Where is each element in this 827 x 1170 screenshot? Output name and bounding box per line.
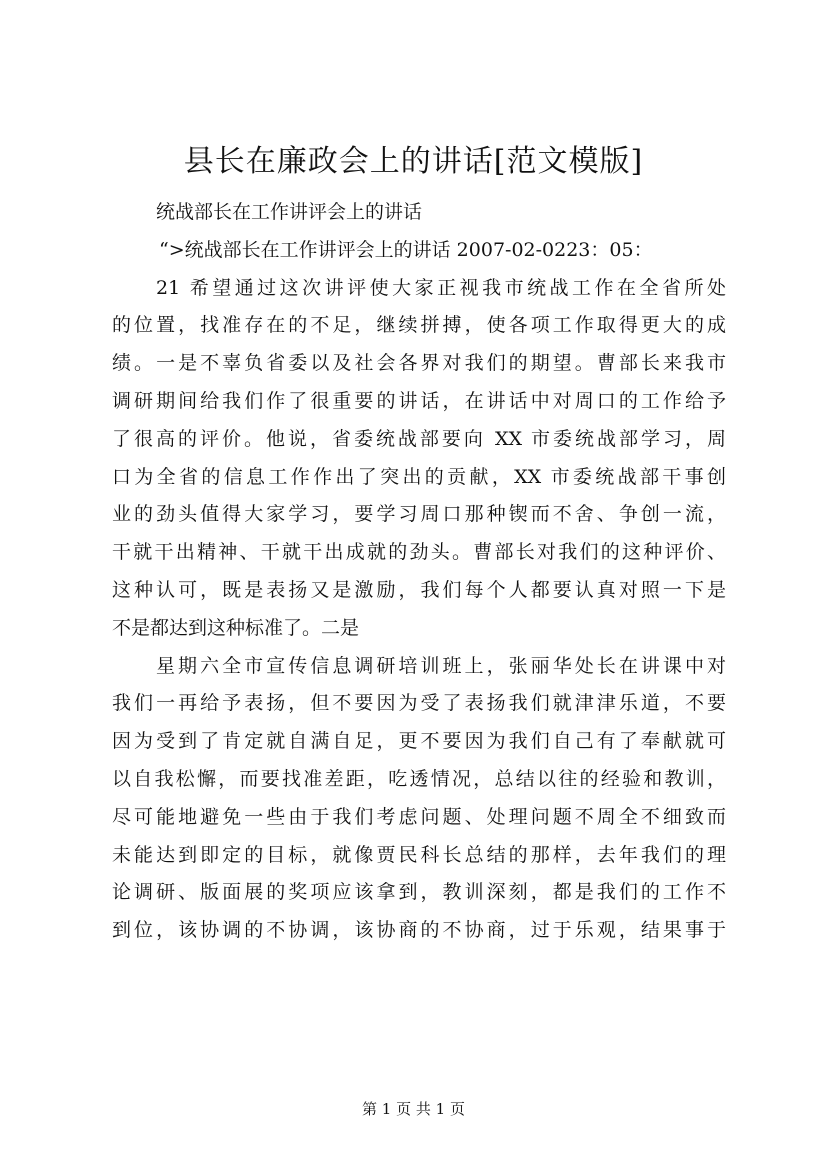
body-line: 星期六全市宣传信息调研培训班上，张丽华处长在讲课中对 (156, 654, 726, 677)
body-line: 的位置，找准存在的不足，继续拼搏，使各项工作取得更大的成 (112, 314, 726, 337)
body-line: 我们一再给予表扬，但不要因为受了表扬我们就津津乐道，不要 (112, 692, 726, 715)
body-line: 不是都达到这种标准了。二是 (112, 616, 360, 639)
body-line: 以自我松懈，而要找准差距，吃透情况，总结以往的经验和教训， (112, 767, 726, 790)
body-line: 论调研、版面展的奖项应该拿到，教训深刻，都是我们的工作不 (112, 881, 726, 904)
body-line: 未能达到即定的目标，就像贾民科长总结的那样，去年我们的理 (112, 843, 726, 866)
body-line: 因为受到了肯定就自满自足，更不要因为我们自己有了奉献就可 (112, 730, 726, 753)
body-line: “>统战部长在工作讲评会上的讲话 2007-02-0223：05： (159, 238, 653, 261)
page-footer: 第 1 页 共 1 页 (362, 1100, 465, 1118)
body-line: 业的劲头值得大家学习，要学习周口那种锲而不舍、争创一流， (112, 503, 726, 526)
body-line: 了很高的评价。他说，省委统战部要向 XX 市委统战部学习，周 (112, 427, 726, 450)
body-line: 绩。一是不辜负省委以及社会各界对我们的期望。曹部长来我市 (112, 352, 726, 375)
body-line: 到位，该协调的不协调，该协商的不协商，过于乐观，结果事于 (112, 919, 726, 942)
body-line: 干就干出精神、干就干出成就的劲头。曹部长对我们的这种评价、 (112, 541, 726, 564)
document-body (112, 194, 726, 950)
body-line: 调研期间给我们作了很重要的讲话，在讲话中对周口的工作给予 (112, 389, 726, 412)
body-line: 口为全省的信息工作作出了突出的贡献，XX 市委统战部干事创 (112, 465, 726, 488)
body-line: 尽可能地避免一些由于我们考虑问题、处理问题不周全不细致而 (112, 805, 726, 828)
body-line: 21 希望通过这次讲评使大家正视我市统战工作在全省所处 (156, 276, 726, 299)
body-line: 这种认可，既是表扬又是激励，我们每个人都要认真对照一下是 (112, 578, 726, 601)
document-title: 县长在廉政会上的讲话[范文模版] (183, 144, 644, 179)
subtitle-line: 统战部长在工作讲评会上的讲话 (156, 201, 423, 223)
